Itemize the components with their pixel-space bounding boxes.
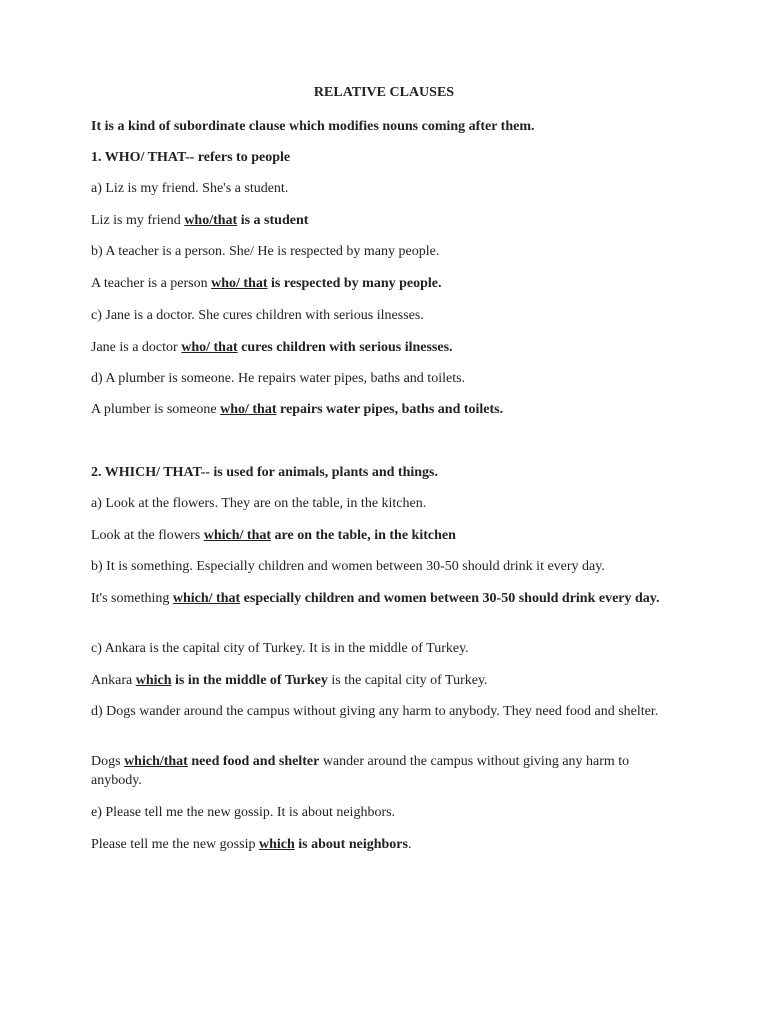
answer-text: It's something: [91, 591, 173, 606]
section2-d-question: d) Dogs wander around the campus without giving any harm to anybody. They need food and shelter.: [91, 704, 659, 719]
relative-pronoun: who/ that: [220, 402, 277, 417]
relative-pronoun: which: [135, 673, 172, 688]
relative-clause: is in the middle of Turkey: [171, 673, 328, 688]
relative-pronoun: which/that: [124, 754, 188, 769]
section2-d-answer: [91, 752, 681, 790]
relative-pronoun: who/ that: [181, 340, 238, 355]
relative-pronoun: who/ that: [211, 276, 268, 291]
relative-clause: cures children with serious ilnesses.: [237, 340, 453, 355]
answer-text: Dogs: [91, 754, 125, 769]
section1-d-question: d) A plumber is someone. He repairs water pipes, baths and toilets.: [91, 371, 466, 386]
relative-clause: is a student: [237, 213, 309, 228]
section1-a-answer: [91, 211, 681, 230]
answer-text: Please tell me the new gossip: [91, 837, 259, 852]
relative-clause: is about neighbors: [294, 837, 408, 852]
relative-clause: need food and shelter: [187, 754, 320, 769]
answer-text: Look at the flowers: [91, 528, 204, 543]
relative-clause: especially children and women between 30-50 should drink every day.: [240, 591, 660, 606]
intro-text: It is a kind of subordinate clause which modifies nouns coming after them.: [91, 119, 535, 134]
relative-pronoun: which/ that: [203, 528, 272, 543]
answer-text: A teacher is a person: [91, 276, 212, 291]
section2-a-answer: [91, 526, 681, 545]
answer-text: Ankara: [91, 673, 136, 688]
section1-d-answer: [91, 400, 681, 419]
relative-pronoun: which/ that: [172, 591, 241, 606]
section2-b-question: b) It is something. Especially children and women between 30-50 should drink it every day.: [91, 559, 605, 574]
section2-a-question: a) Look at the flowers. They are on the table, in the kitchen.: [91, 496, 427, 511]
relative-clause: is respected by many people.: [267, 276, 442, 291]
relative-clause: repairs water pipes, baths and toilets.: [276, 402, 504, 417]
answer-text-end: is the capital city of Turkey.: [327, 673, 488, 688]
answer-text: A plumber is someone: [91, 402, 221, 417]
relative-clause: are on the table, in the kitchen: [271, 528, 456, 543]
section1-b-question: b) A teacher is a person. She/ He is respected by many people.: [91, 244, 440, 259]
section2-c-question: c) Ankara is the capital city of Turkey. It is in the middle of Turkey.: [91, 641, 469, 656]
answer-text-end: .: [407, 837, 412, 852]
section2-e-answer: [91, 835, 681, 854]
answer-text: Liz is my friend: [91, 213, 185, 228]
section1-b-answer: [91, 274, 681, 293]
section1-heading: 1. WHO/ THAT-- refers to people: [91, 150, 291, 165]
relative-pronoun: which: [258, 837, 295, 852]
section1-a-question: a) Liz is my friend. She's a student.: [91, 181, 289, 196]
section2-e-question: e) Please tell me the new gossip. It is about neighbors.: [91, 805, 396, 820]
answer-text-end: wander around the campus without giving any harm to anybody.: [91, 754, 630, 788]
section2-c-answer: [91, 671, 681, 690]
section2-heading: 2. WHICH/ THAT-- is used for animals, plants and things.: [91, 465, 438, 480]
section2-b-answer: [91, 589, 681, 608]
section1-c-answer: [91, 338, 681, 357]
document-title: RELATIVE CLAUSES: [313, 85, 455, 100]
answer-text: Jane is a doctor: [91, 340, 182, 355]
section1-c-question: c) Jane is a doctor. She cures children with serious ilnesses.: [91, 308, 424, 323]
relative-pronoun: who/that: [184, 213, 238, 228]
